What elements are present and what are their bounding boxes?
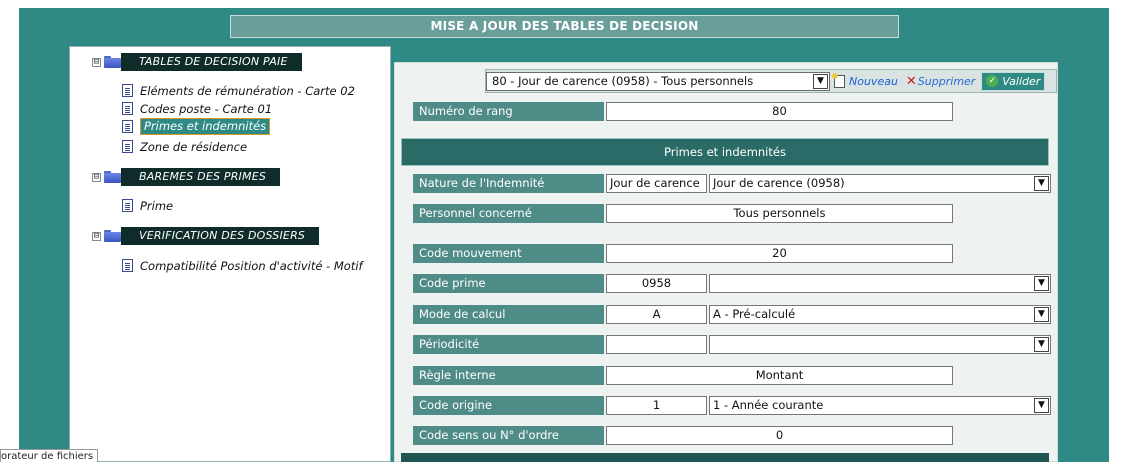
tree-group-label: TABLES DE DECISION PAIE <box>121 53 302 71</box>
chevron-down-icon[interactable]: ▼ <box>813 74 828 89</box>
tree-navigation <box>69 46 391 462</box>
new-document-icon <box>834 75 845 88</box>
code-sens-input[interactable]: 0 <box>606 426 953 445</box>
tree-item-primes-indemnites[interactable] <box>122 118 270 135</box>
personnel-input[interactable]: Tous personnels <box>606 204 953 223</box>
collapse-icon[interactable]: ⊟ <box>93 171 100 182</box>
tree-item-label: Prime <box>140 198 174 213</box>
tree-item-label: Codes poste - Carte 01 <box>140 101 273 116</box>
field-label: Règle interne <box>413 366 604 385</box>
document-icon <box>122 102 133 115</box>
tree-item-prime[interactable] <box>122 197 173 214</box>
field-row-regle-interne <box>407 363 1049 389</box>
nature-code-input[interactable]: Jour de carence <box>606 174 707 193</box>
field-row-mode-calcul <box>407 302 1049 328</box>
mode-calcul-input[interactable]: A <box>606 305 707 324</box>
document-icon <box>122 120 133 133</box>
code-prime-input[interactable]: 0958 <box>606 274 707 293</box>
new-button-label: Nouveau <box>849 74 898 88</box>
record-select-value: 80 - Jour de carence (0958) - Tous personnels <box>492 73 754 88</box>
tree-group-label: VERIFICATION DES DOSSIERS <box>121 227 319 245</box>
periodicite-select[interactable] <box>709 335 1051 354</box>
field-row-rang <box>407 99 1049 125</box>
field-label: Code sens ou N° d'ordre <box>413 426 604 445</box>
collapse-icon[interactable]: ⊟ <box>93 230 100 241</box>
field-row-personnel <box>407 201 1049 227</box>
folder-icon <box>104 230 121 242</box>
record-select[interactable] <box>486 72 830 91</box>
nature-select[interactable] <box>709 174 1051 193</box>
tree-item-codes-poste[interactable] <box>122 100 272 117</box>
document-icon <box>122 259 133 272</box>
document-icon <box>122 199 133 212</box>
nature-select-value: Jour de carence (0958) <box>713 176 845 190</box>
new-button[interactable] <box>830 72 902 91</box>
field-row-code-sens <box>407 423 1049 449</box>
next-section-header <box>401 453 1049 462</box>
tree-item-label: Zone de résidence <box>140 139 248 154</box>
field-label: Code origine <box>413 396 604 415</box>
code-origine-select[interactable] <box>709 396 1051 415</box>
tree-group-baremes-primes[interactable] <box>92 168 280 186</box>
validate-button-label: Valider <box>1002 74 1041 88</box>
chevron-down-icon[interactable]: ▼ <box>1034 307 1049 322</box>
field-label: Personnel concerné <box>413 204 604 223</box>
field-label: Mode de calcul <box>413 305 604 324</box>
section-header-primes: Primes et indemnités <box>401 138 1049 166</box>
tree-item-label: Eléments de rémunération - Carte 02 <box>140 83 355 98</box>
field-row-code-origine <box>407 393 1049 419</box>
mode-calcul-select-value: A - Pré-calculé <box>713 307 796 321</box>
check-icon: ✓ <box>986 75 998 87</box>
app-frame <box>19 8 1109 462</box>
folder-icon <box>104 56 121 68</box>
folder-icon <box>104 171 121 183</box>
code-origine-select-value: 1 - Année courante <box>713 398 824 412</box>
delete-icon: ✕ <box>905 73 917 89</box>
mode-calcul-select[interactable] <box>709 305 1051 324</box>
code-origine-input[interactable]: 1 <box>606 396 707 415</box>
tree-item-zone-residence[interactable] <box>122 138 247 155</box>
rang-input[interactable]: 80 <box>606 102 953 121</box>
field-row-periodicite <box>407 332 1049 358</box>
tree-item-label: Primes et indemnités <box>140 118 270 135</box>
tree-item-elements-remuneration[interactable] <box>122 82 355 99</box>
document-icon <box>122 140 133 153</box>
field-label: Nature de l'Indemnité <box>413 174 604 193</box>
delete-button-label: Supprimer <box>917 74 976 88</box>
field-row-code-prime <box>407 271 1049 297</box>
chevron-down-icon[interactable]: ▼ <box>1034 398 1049 413</box>
tree-item-compatibilite-position[interactable] <box>122 257 363 274</box>
chevron-down-icon[interactable]: ▼ <box>1034 176 1049 191</box>
validate-button[interactable] <box>981 72 1045 91</box>
chevron-down-icon[interactable]: ▼ <box>1034 337 1049 352</box>
form-panel <box>394 62 1058 462</box>
record-toolbar <box>485 69 1057 93</box>
field-label: Code prime <box>413 274 604 293</box>
document-icon <box>122 84 133 97</box>
field-label: Code mouvement <box>413 244 604 263</box>
tree-group-verification-dossiers[interactable] <box>92 227 319 245</box>
regle-interne-input[interactable]: Montant <box>606 366 953 385</box>
chevron-down-icon[interactable]: ▼ <box>1034 276 1049 291</box>
tree-group-tables-paie[interactable] <box>92 53 302 71</box>
periodicite-input[interactable] <box>606 335 707 354</box>
delete-button[interactable] <box>902 72 979 91</box>
collapse-icon[interactable]: ⊟ <box>93 56 100 67</box>
field-row-nature <box>407 171 1049 197</box>
field-label: Périodicité <box>413 335 604 354</box>
tooltip-text: orateur de fichiers <box>0 449 98 462</box>
field-label: Numéro de rang <box>413 102 604 121</box>
code-prime-select[interactable] <box>709 274 1051 293</box>
tree-item-label: Compatibilité Position d'activité - Motif <box>140 258 363 273</box>
page-title: MISE A JOUR DES TABLES DE DECISION <box>230 15 899 38</box>
code-mouvement-input[interactable]: 20 <box>606 244 953 263</box>
tree-group-label: BAREMES DES PRIMES <box>121 168 280 186</box>
field-row-code-mouvement <box>407 241 1049 267</box>
